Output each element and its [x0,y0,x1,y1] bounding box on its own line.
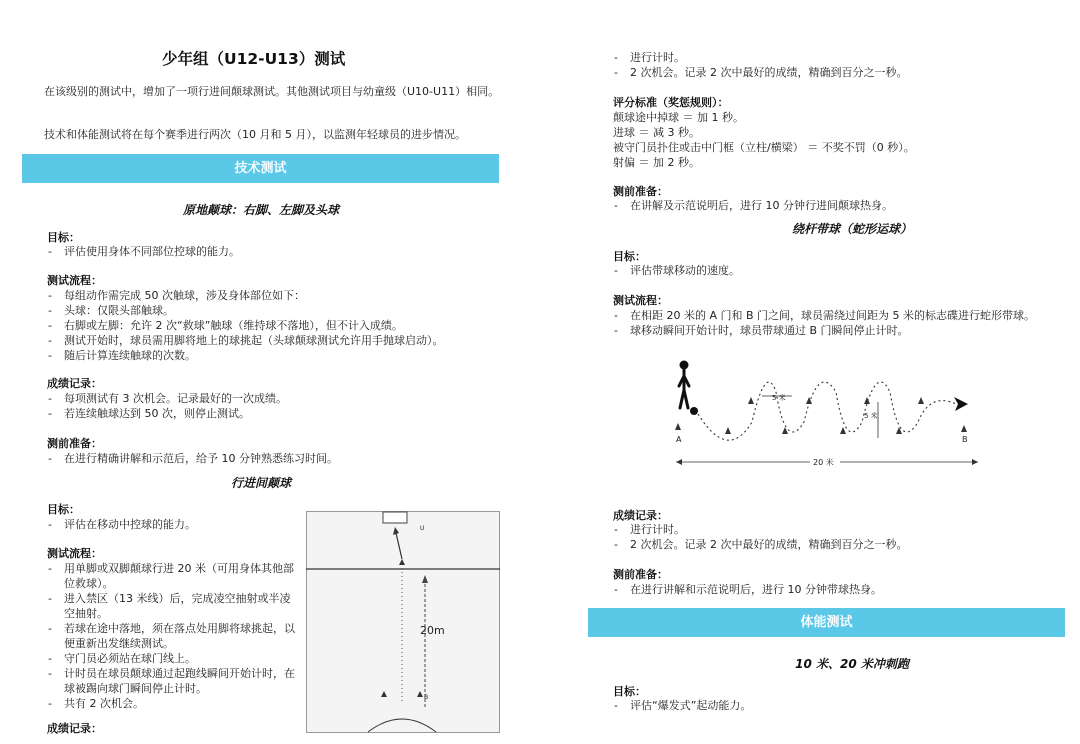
test1-subtitle: 原地颠球：右脚、左脚及头球 [182,203,339,217]
cone-icon [675,423,681,430]
list-item: - 评估在移动中控球的能力。 [47,517,307,532]
list-item: - 评估“爆发式”起动能力。 [613,698,1063,713]
test2-goal-list [47,517,307,532]
scoring-line: 被守门员扑住或击中门框（立柱/横梁） ＝ 不奖不罚（0 秒）。 [613,141,915,154]
test3-procedure-list [613,308,1068,338]
test3-prep-label: 测前准备： [613,568,668,581]
test4-goal-label: 目标： [613,685,646,698]
test1-goal-list [47,244,497,259]
field-outline [307,512,500,733]
test1-procedure-list [47,288,497,363]
list-item: - 进入禁区（13 米线）后，完成凌空抽射或半凌空抽射。 [47,591,299,621]
list-item: - 2 次机会。记录 2 次中最好的成绩，精确到百分之一秒。 [613,537,1063,552]
test1-record-label: 成绩记录： [47,377,102,390]
test2-procedure-list [47,561,299,711]
scoring-line: 颠球途中掉球 ＝ 加 1 秒。 [613,111,744,124]
test1-prep-list [47,451,497,466]
test1-procedure-label: 测试流程： [47,274,102,287]
cone-icon [864,397,870,404]
distance-label: 20m [420,624,445,637]
test3-record-label: 成绩记录： [613,509,668,522]
list-item: - 在相距 20 米的 A 门和 B 门之间，球员需绕过间距为 5 米的标志碟进行蛇形带球。 [613,308,1068,323]
list-item: - 在进行讲解和示范说明后，进行 10 分钟带球热身。 [613,582,1063,597]
slalom-dribble-figure [668,352,988,472]
test1-record-list [47,391,497,421]
prep1-label: 测前准备： [613,185,668,198]
cone-icon [782,427,788,434]
cone-icon [918,397,924,404]
intro-paragraph-2: 技术和体能测试将在每个赛季进行两次（10 月和 5 月），以监测年轻球员的进步情况。 [44,128,466,141]
goal-box [383,512,407,523]
list-item: - 评估带球移动的速度。 [613,263,1063,278]
test1-goal-label: 目标： [47,231,80,244]
list-item: - 守门员必须站在球门线上。 [47,651,299,666]
list-item: - 计时员在球员颠球通过起跑线瞬间开始计时，在球被踢向球门瞬间停止计时。 [47,666,299,696]
test4-subtitle: 10 米、20 米冲刺跑 [795,657,909,671]
list-item: - 在进行精确讲解和示范后，给予 10 分钟熟悉练习时间。 [47,451,497,466]
list-item: - 若连续触球达到 50 次，则停止测试。 [47,406,497,421]
player-icon [680,361,689,370]
section-band-physical: 体能测试 [588,608,1065,637]
start-mark-label: B [424,694,429,701]
five-meter-label-2: 5 米 [864,412,878,420]
intro-paragraph-1: 在该级别的测试中，增加了一项行进间颠球测试。其他测试项目与幼童级（U10-U11）相同。 [44,85,500,98]
scoring-label: 评分标准（奖惩规则）： [613,96,729,109]
snake-path [698,382,956,440]
ball-icon [690,407,698,415]
section-band-technical: 技术测试 [22,154,499,183]
test2-procedure-label: 测试流程： [47,547,102,560]
scoring-line: 进球 ＝ 减 3 秒。 [613,126,700,139]
list-item: - 进行计时。 [613,50,1063,65]
field-diagram-figure [306,511,500,733]
test3-procedure-label: 测试流程： [613,294,668,307]
page-title: 少年组（U12-U13）测试 [162,50,346,68]
list-item: - 球移动瞬间开始计时，球员带球通过 B 门瞬间停止计时。 [613,323,1068,338]
test3-goal-list [613,263,1063,278]
goal-mark-label: U [420,525,425,532]
list-item: - 用单脚或双脚颠球行进 20 米（可用身体其他部位救球）。 [47,561,299,591]
list-item: - 右脚或左脚：允许 2 次“救球”触球（维持球不落地），但不计入成绩。 [47,318,497,333]
twenty-meter-label: 20 米 [813,458,834,467]
list-item: - 2 次机会。记录 2 次中最好的成绩，精确到百分之一秒。 [613,65,1063,80]
test2-subtitle: 行进间颠球 [230,476,291,490]
list-item: - 在讲解及示范说明后，进行 10 分钟行进间颠球热身。 [613,198,1063,213]
test2-goal-label: 目标： [47,503,80,516]
gate-a-label: A [676,435,682,444]
test3-record-list [613,522,1063,552]
test4-goal-list [613,698,1063,713]
test1-prep-label: 测前准备： [47,437,102,450]
test2-record-label: 成绩记录： [47,722,102,735]
continued-record-list [613,50,1063,80]
five-meter-label-1: 5 米 [772,394,786,402]
list-item: - 头球：仅限头部触球。 [47,303,497,318]
test3-subtitle: 绕杆带球（蛇形运球） [791,222,912,236]
list-item: - 测试开始时，球员需用脚将地上的球挑起（头球颠球测试允许用手抛球启动）。 [47,333,497,348]
list-item: - 每组动作需完成 50 次触球，涉及身体部位如下： [47,288,497,303]
cone-icon [961,425,967,432]
list-item: - 进行计时。 [613,522,1063,537]
scoring-lines [613,110,915,170]
cone-icon [725,427,731,434]
test3-goal-label: 目标： [613,250,646,263]
arrow-head-icon [954,397,968,411]
list-item: - 若球在途中落地，须在落点处用脚将球挑起，以便重新出发继续测试。 [47,621,299,651]
prep1-list [613,198,1063,213]
cone-icon [748,397,754,404]
list-item: - 每项测试有 3 次机会。记录最好的一次成绩。 [47,391,497,406]
list-item: - 随后计算连续触球的次数。 [47,348,497,363]
gate-b-label: B [962,435,968,444]
list-item: - 共有 2 次机会。 [47,696,299,711]
list-item: - 评估使用身体不同部位控球的能力。 [47,244,497,259]
scoring-line: 射偏 ＝ 加 2 秒。 [613,156,700,169]
test3-prep-list [613,582,1063,597]
cone-icon [840,427,846,434]
